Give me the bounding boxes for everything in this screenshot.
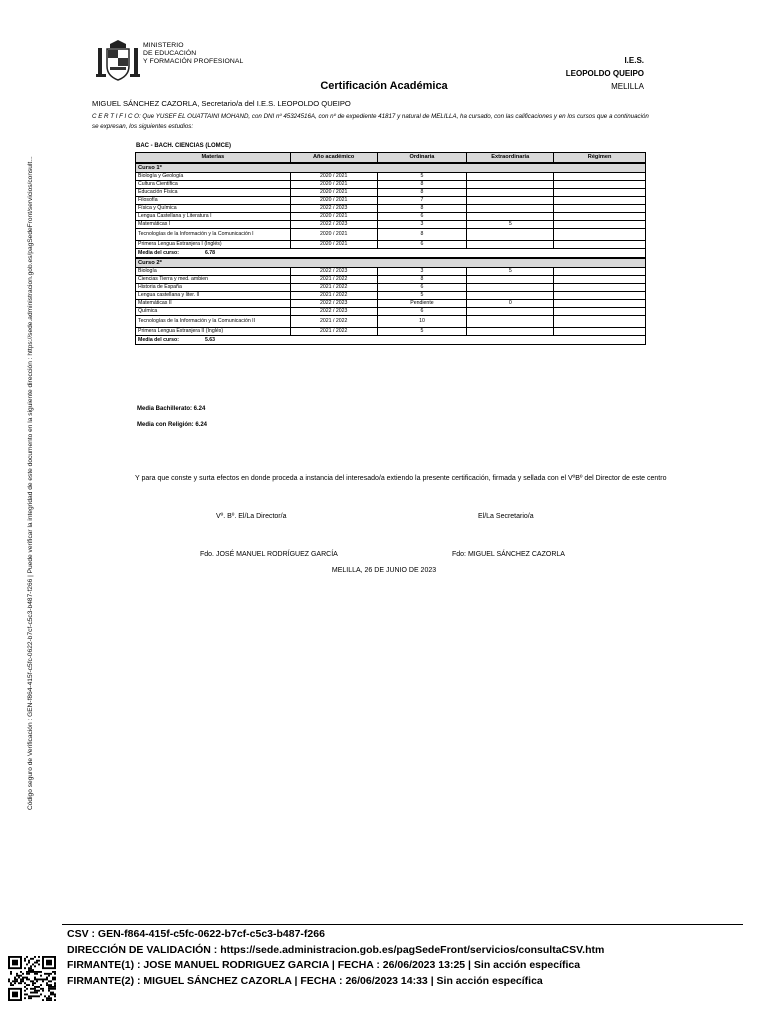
cell-extraordinaria (467, 205, 554, 213)
table-row (136, 276, 646, 284)
closing-paragraph: Y para que conste y surta efectos en donde proceda a instancia del interesado/a extiendo la presente certificación, firmada y sellada con el VºBº del Director de este centro (135, 475, 667, 482)
cell-regimen (554, 316, 646, 328)
signer-2: FIRMANTE(2) : MIGUEL SÁNCHEZ CAZORLA | FECHA : 26/06/2023 14:33 | Sin acción específica (67, 974, 543, 987)
cell-extraordinaria (467, 173, 554, 181)
table-row (136, 205, 646, 213)
cell-extraordinaria: 5 (467, 268, 554, 276)
cell-ordinaria: 8 (377, 276, 467, 284)
cell-extraordinaria (467, 276, 554, 284)
cell-materia: Matemáticas I (136, 221, 291, 229)
header-anio: Año académico (290, 153, 377, 164)
cell-anio: 2020 / 2021 (290, 229, 377, 241)
ministry-logo (96, 40, 246, 82)
cell-materia: Cultura Científica (136, 181, 291, 189)
cell-materia: Lengua castellana y liter. II (136, 292, 291, 300)
cell-anio: 2021 / 2022 (290, 292, 377, 300)
ies-label: I.E.S. (624, 56, 644, 65)
side-verification-text: Código seguro de Verificación : GEN-f864-415f-c5fc-0622-b7cf-c5c3-b487-f266 | Puede verificar la integridad de este documento en la siguiente dirección : https://sede.administracion.gob.es/pagSedeFront/servicios/consult... (27, 156, 34, 810)
cell-extraordinaria (467, 213, 554, 221)
cell-anio: 2022 / 2023 (290, 221, 377, 229)
cell-anio: 2021 / 2022 (290, 328, 377, 336)
cell-regimen (554, 189, 646, 197)
cell-extraordinaria (467, 181, 554, 189)
cell-ordinaria: 8 (377, 229, 467, 241)
cell-materia: Ciencias Tierra y med. ambien (136, 276, 291, 284)
table-row (136, 292, 646, 300)
cell-ordinaria: 10 (377, 316, 467, 328)
header-regimen: Régimen (554, 153, 646, 164)
course-average (136, 249, 646, 259)
cell-regimen (554, 300, 646, 308)
cell-materia: Química (136, 308, 291, 316)
course-average (136, 336, 646, 345)
cell-anio: 2020 / 2021 (290, 241, 377, 249)
table-row (136, 213, 646, 221)
table-row (136, 173, 646, 181)
grades-table (135, 152, 646, 345)
coat-of-arms-icon (96, 40, 140, 82)
cell-regimen (554, 221, 646, 229)
cell-ordinaria: 6 (377, 308, 467, 316)
cell-anio: 2021 / 2022 (290, 284, 377, 292)
cell-anio: 2020 / 2021 (290, 173, 377, 181)
table-header-row (136, 153, 646, 164)
footer-validation (67, 927, 604, 989)
cell-ordinaria: 3 (377, 268, 467, 276)
header-ordinaria: Ordinaria (377, 153, 467, 164)
cell-regimen (554, 292, 646, 300)
cell-materia: Biología (136, 268, 291, 276)
cell-anio: 2020 / 2021 (290, 213, 377, 221)
cell-anio: 2020 / 2021 (290, 189, 377, 197)
cell-anio: 2020 / 2021 (290, 181, 377, 189)
cell-materia: Física y Química (136, 205, 291, 213)
secretary-signature-label: El/La Secretario/a (478, 513, 534, 520)
cell-ordinaria: 5 (377, 292, 467, 300)
cell-materia: Tecnologías de la Información y la Comunicación II (136, 316, 291, 328)
cell-ordinaria: 8 (377, 181, 467, 189)
header-materias: Materias (136, 153, 291, 164)
csv-code: CSV : GEN-f864-415f-c5fc-0622-b7cf-c5c3-b487-f266 (67, 928, 325, 940)
cell-regimen (554, 229, 646, 241)
table-row (136, 308, 646, 316)
cell-anio: 2022 / 2023 (290, 205, 377, 213)
table-row (136, 268, 646, 276)
footer-divider (62, 924, 743, 925)
cell-anio: 2022 / 2023 (290, 300, 377, 308)
cell-materia: Biología y Geología (136, 173, 291, 181)
secretary-signed-name: Fdo: MIGUEL SÁNCHEZ CAZORLA (452, 551, 565, 558)
table-row (136, 284, 646, 292)
cell-regimen (554, 197, 646, 205)
cell-materia: Primera Lengua Extranjera II (Inglés) (136, 328, 291, 336)
cell-materia: Lengua Castellana y Literatura I (136, 213, 291, 221)
cell-extraordinaria: 0 (467, 300, 554, 308)
course-name: Curso 1º (136, 163, 646, 173)
validation-url[interactable]: DIRECCIÓN DE VALIDACIÓN : https://sede.administracion.gob.es/pagSedeFront/servicios/consultaCSV.htm (67, 943, 605, 956)
cell-regimen (554, 205, 646, 213)
signer-1: FIRMANTE(1) : JOSE MANUEL RODRIGUEZ GARCIA | FECHA : 26/06/2023 13:25 | Sin acción específica (67, 959, 581, 971)
director-signature-label: Vº. Bº. El/La Director/a (216, 513, 287, 520)
cell-ordinaria: 6 (377, 213, 467, 221)
table-row (136, 328, 646, 336)
media-bachillerato: Media Bachillerato: 6.24 (137, 406, 206, 412)
cell-anio: 2022 / 2023 (290, 308, 377, 316)
school-name: LEOPOLDO QUEIPO (565, 69, 644, 78)
course-row (136, 258, 646, 268)
course-average-row (136, 336, 646, 345)
ministry-name: MINISTERIO DE EDUCACIÓN Y FORMACIÓN PROFESIONAL (143, 42, 244, 65)
cell-regimen (554, 173, 646, 181)
cell-regimen (554, 241, 646, 249)
cell-extraordinaria (467, 189, 554, 197)
cell-extraordinaria (467, 284, 554, 292)
cell-extraordinaria (467, 229, 554, 241)
cell-materia: Filosofía (136, 197, 291, 205)
cell-ordinaria: Pendiente (377, 300, 467, 308)
cell-materia: Matemáticas II (136, 300, 291, 308)
certification-text: C E R T I F I C O: Que YUSEF EL OUATTAINI MOHAND, con DNI nº 45324516A, con nº de expediente 41817 y natural de MELILLA, ha cursado, con las calificaciones y en los cursos que a continuación se expresan, los siguientes estudios: (92, 113, 649, 130)
cell-regimen (554, 328, 646, 336)
cell-materia: Primera Lengua Extranjera I (Inglés) (136, 241, 291, 249)
cell-regimen (554, 268, 646, 276)
cell-extraordinaria (467, 292, 554, 300)
cell-extraordinaria (467, 328, 554, 336)
table-row (136, 241, 646, 249)
cell-ordinaria: 3 (377, 221, 467, 229)
cell-ordinaria: 5 (377, 173, 467, 181)
cell-extraordinaria (467, 308, 554, 316)
cell-ordinaria: 5 (377, 328, 467, 336)
page-title: Certificación Académica (320, 80, 448, 92)
table-row (136, 189, 646, 197)
cell-materia: Historia de España (136, 284, 291, 292)
cell-extraordinaria (467, 197, 554, 205)
qr-code-graphic (8, 956, 56, 1001)
school-city: MELILLA (611, 82, 644, 91)
cell-anio: 2021 / 2022 (290, 276, 377, 284)
cell-extraordinaria (467, 316, 554, 328)
qr-code-icon (8, 956, 56, 1001)
course-row (136, 163, 646, 173)
cell-anio: 2020 / 2021 (290, 197, 377, 205)
cell-regimen (554, 181, 646, 189)
cell-extraordinaria (467, 241, 554, 249)
table-row (136, 181, 646, 189)
cell-regimen (554, 213, 646, 221)
cell-ordinaria: 6 (377, 284, 467, 292)
course-average-value: 5.63 (204, 336, 216, 343)
secretary-line: MIGUEL SÁNCHEZ CAZORLA, Secretario/a del I.E.S. LEOPOLDO QUEIPO (92, 99, 351, 108)
course-average-label: Media del curso: (138, 249, 179, 256)
cell-regimen (554, 276, 646, 284)
cell-extraordinaria: 5 (467, 221, 554, 229)
cell-materia: Educación Física (136, 189, 291, 197)
course-average-value: 6.78 (204, 249, 216, 256)
header-extraordinaria: Extraordinaria (467, 153, 554, 164)
table-row (136, 221, 646, 229)
place-date: MELILLA, 26 DE JUNIO DE 2023 (331, 567, 437, 574)
cell-regimen (554, 308, 646, 316)
cell-ordinaria: 7 (377, 197, 467, 205)
program-name: BAC - BACH. CIENCIAS (LOMCE) (136, 143, 231, 149)
cell-anio: 2021 / 2022 (290, 316, 377, 328)
cell-anio: 2022 / 2023 (290, 268, 377, 276)
table-row (136, 229, 646, 241)
cell-ordinaria: 8 (377, 205, 467, 213)
table-row (136, 197, 646, 205)
director-signed-name: Fdo. JOSÉ MANUEL RODRÍGUEZ GARCÍA (200, 551, 338, 558)
cell-ordinaria: 6 (377, 241, 467, 249)
course-name: Curso 2º (136, 258, 646, 268)
table-row (136, 300, 646, 308)
cell-materia: Tecnologías de la Información y la Comunicación I (136, 229, 291, 241)
course-average-row (136, 249, 646, 259)
cell-regimen (554, 284, 646, 292)
cell-ordinaria: 8 (377, 189, 467, 197)
media-religion: Media con Religión: 6.24 (137, 422, 208, 428)
table-row (136, 316, 646, 328)
course-average-label: Media del curso: (138, 336, 179, 343)
